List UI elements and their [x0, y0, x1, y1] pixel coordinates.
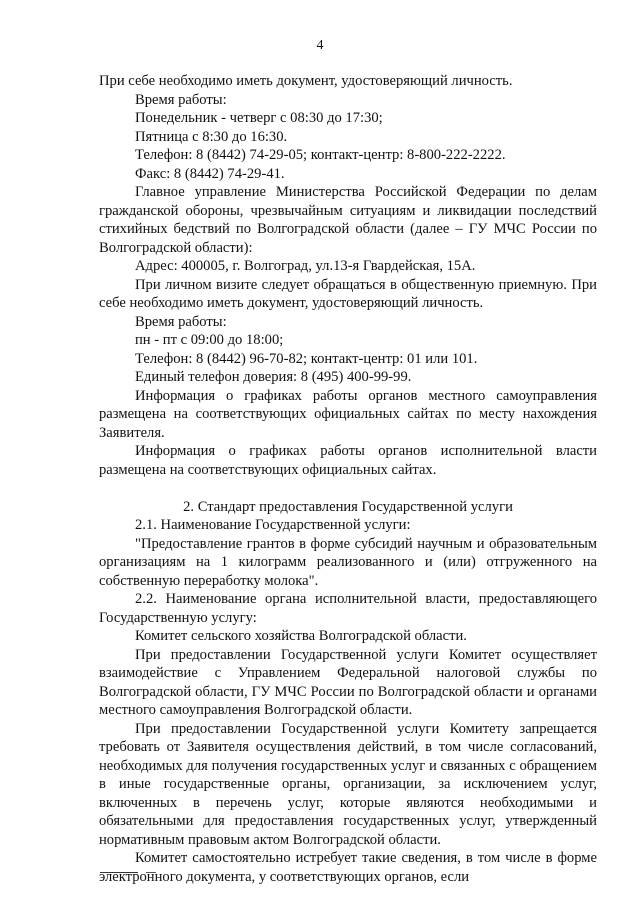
- document-body: [99, 72, 597, 886]
- section-spacer: [99, 479, 597, 498]
- paragraph: Главное управление Министерства Российской Федерации по делам гражданской обороны, чрезвычайным ситуациям и ликвидации последствий стихийных бедствий по Волгоградской области (далее – ГУ МЧС России по Волгоградской области):: [99, 184, 597, 256]
- paragraph: Факс: 8 (8442) 74-29-41.: [135, 165, 285, 182]
- footnote-rule-mark: [146, 872, 156, 873]
- page-number: 4: [316, 38, 324, 53]
- paragraph: 2.2. Наименование органа исполнительной власти, предоставляющего Государственную услугу:: [99, 591, 597, 626]
- paragraph: Информация о графиках работы органов исполнительной власти размещена на соответствующих официальных сайтах.: [99, 443, 597, 478]
- footnote-rule: [100, 872, 138, 873]
- paragraph: 2.1. Наименование Государственной услуги:: [135, 517, 411, 533]
- paragraph: Единый телефон доверия: 8 (495) 400-99-99.: [135, 369, 412, 385]
- paragraph: Время работы:: [135, 313, 227, 330]
- paragraph: Комитет сельского хозяйства Волгоградской области.: [135, 628, 467, 644]
- paragraph: При личном визите следует обращаться в общественную приемную. При себе необходимо иметь документ, удостоверяющий личность.: [99, 276, 597, 311]
- paragraph: Телефон: 8 (8442) 74-29-05; контакт-центр: 8-800-222-2222.: [135, 147, 506, 163]
- section-heading: 2. Стандарт предоставления Государственной услуги: [183, 498, 513, 515]
- paragraph: Время работы:: [135, 91, 227, 108]
- paragraph: Комитет самостоятельно истребует такие сведения, в том числе в форме электронного документа, у соответствующих органов, если: [99, 850, 597, 885]
- paragraph: При предоставлении Государственной услуги Комитет осуществляет взаимодействие с Управлением Федеральной налоговой службы по Волгоградской области, ГУ МЧС России по Волгоградской области и органами местного самоуправления Волгоградской области.: [99, 646, 597, 718]
- paragraph: При предоставлении Государственной услуги Комитету запрещается требовать от Заявителя осуществления действий, в том числе согласований, необходимых для получения государственных услуг и связанных с обращением в иные государственные органы, организации, за исключением услуг, включенных в перечень услуг, которые являются необходимыми и обязательными для предоставления государственных услуг, утвержденный нормативным правовым актом Волгоградской области.: [99, 720, 597, 848]
- paragraph: Телефон: 8 (8442) 96-70-82; контакт-центр: 01 или 101.: [135, 350, 478, 367]
- paragraph: Пятница с 8:30 до 16:30.: [135, 128, 288, 145]
- paragraph: При себе необходимо иметь документ, удостоверяющий личность.: [99, 73, 513, 89]
- paragraph: пн - пт с 09:00 до 18:00;: [135, 332, 284, 348]
- paragraph: "Предоставление грантов в форме субсидий научным и образовательным организациям на 1 килограмм реализованного и (или) отгруженного на собственную переработку молока".: [99, 535, 597, 589]
- paragraph: Понедельник - четверг с 08:30 до 17:30;: [135, 110, 383, 126]
- paragraph: Информация о графиках работы органов местного самоуправления размещена на соответствующих официальных сайтах по месту нахождения Заявителя.: [99, 387, 597, 441]
- paragraph: Адрес: 400005, г. Волгоград, ул.13-я Гвардейская, 15А.: [135, 258, 476, 274]
